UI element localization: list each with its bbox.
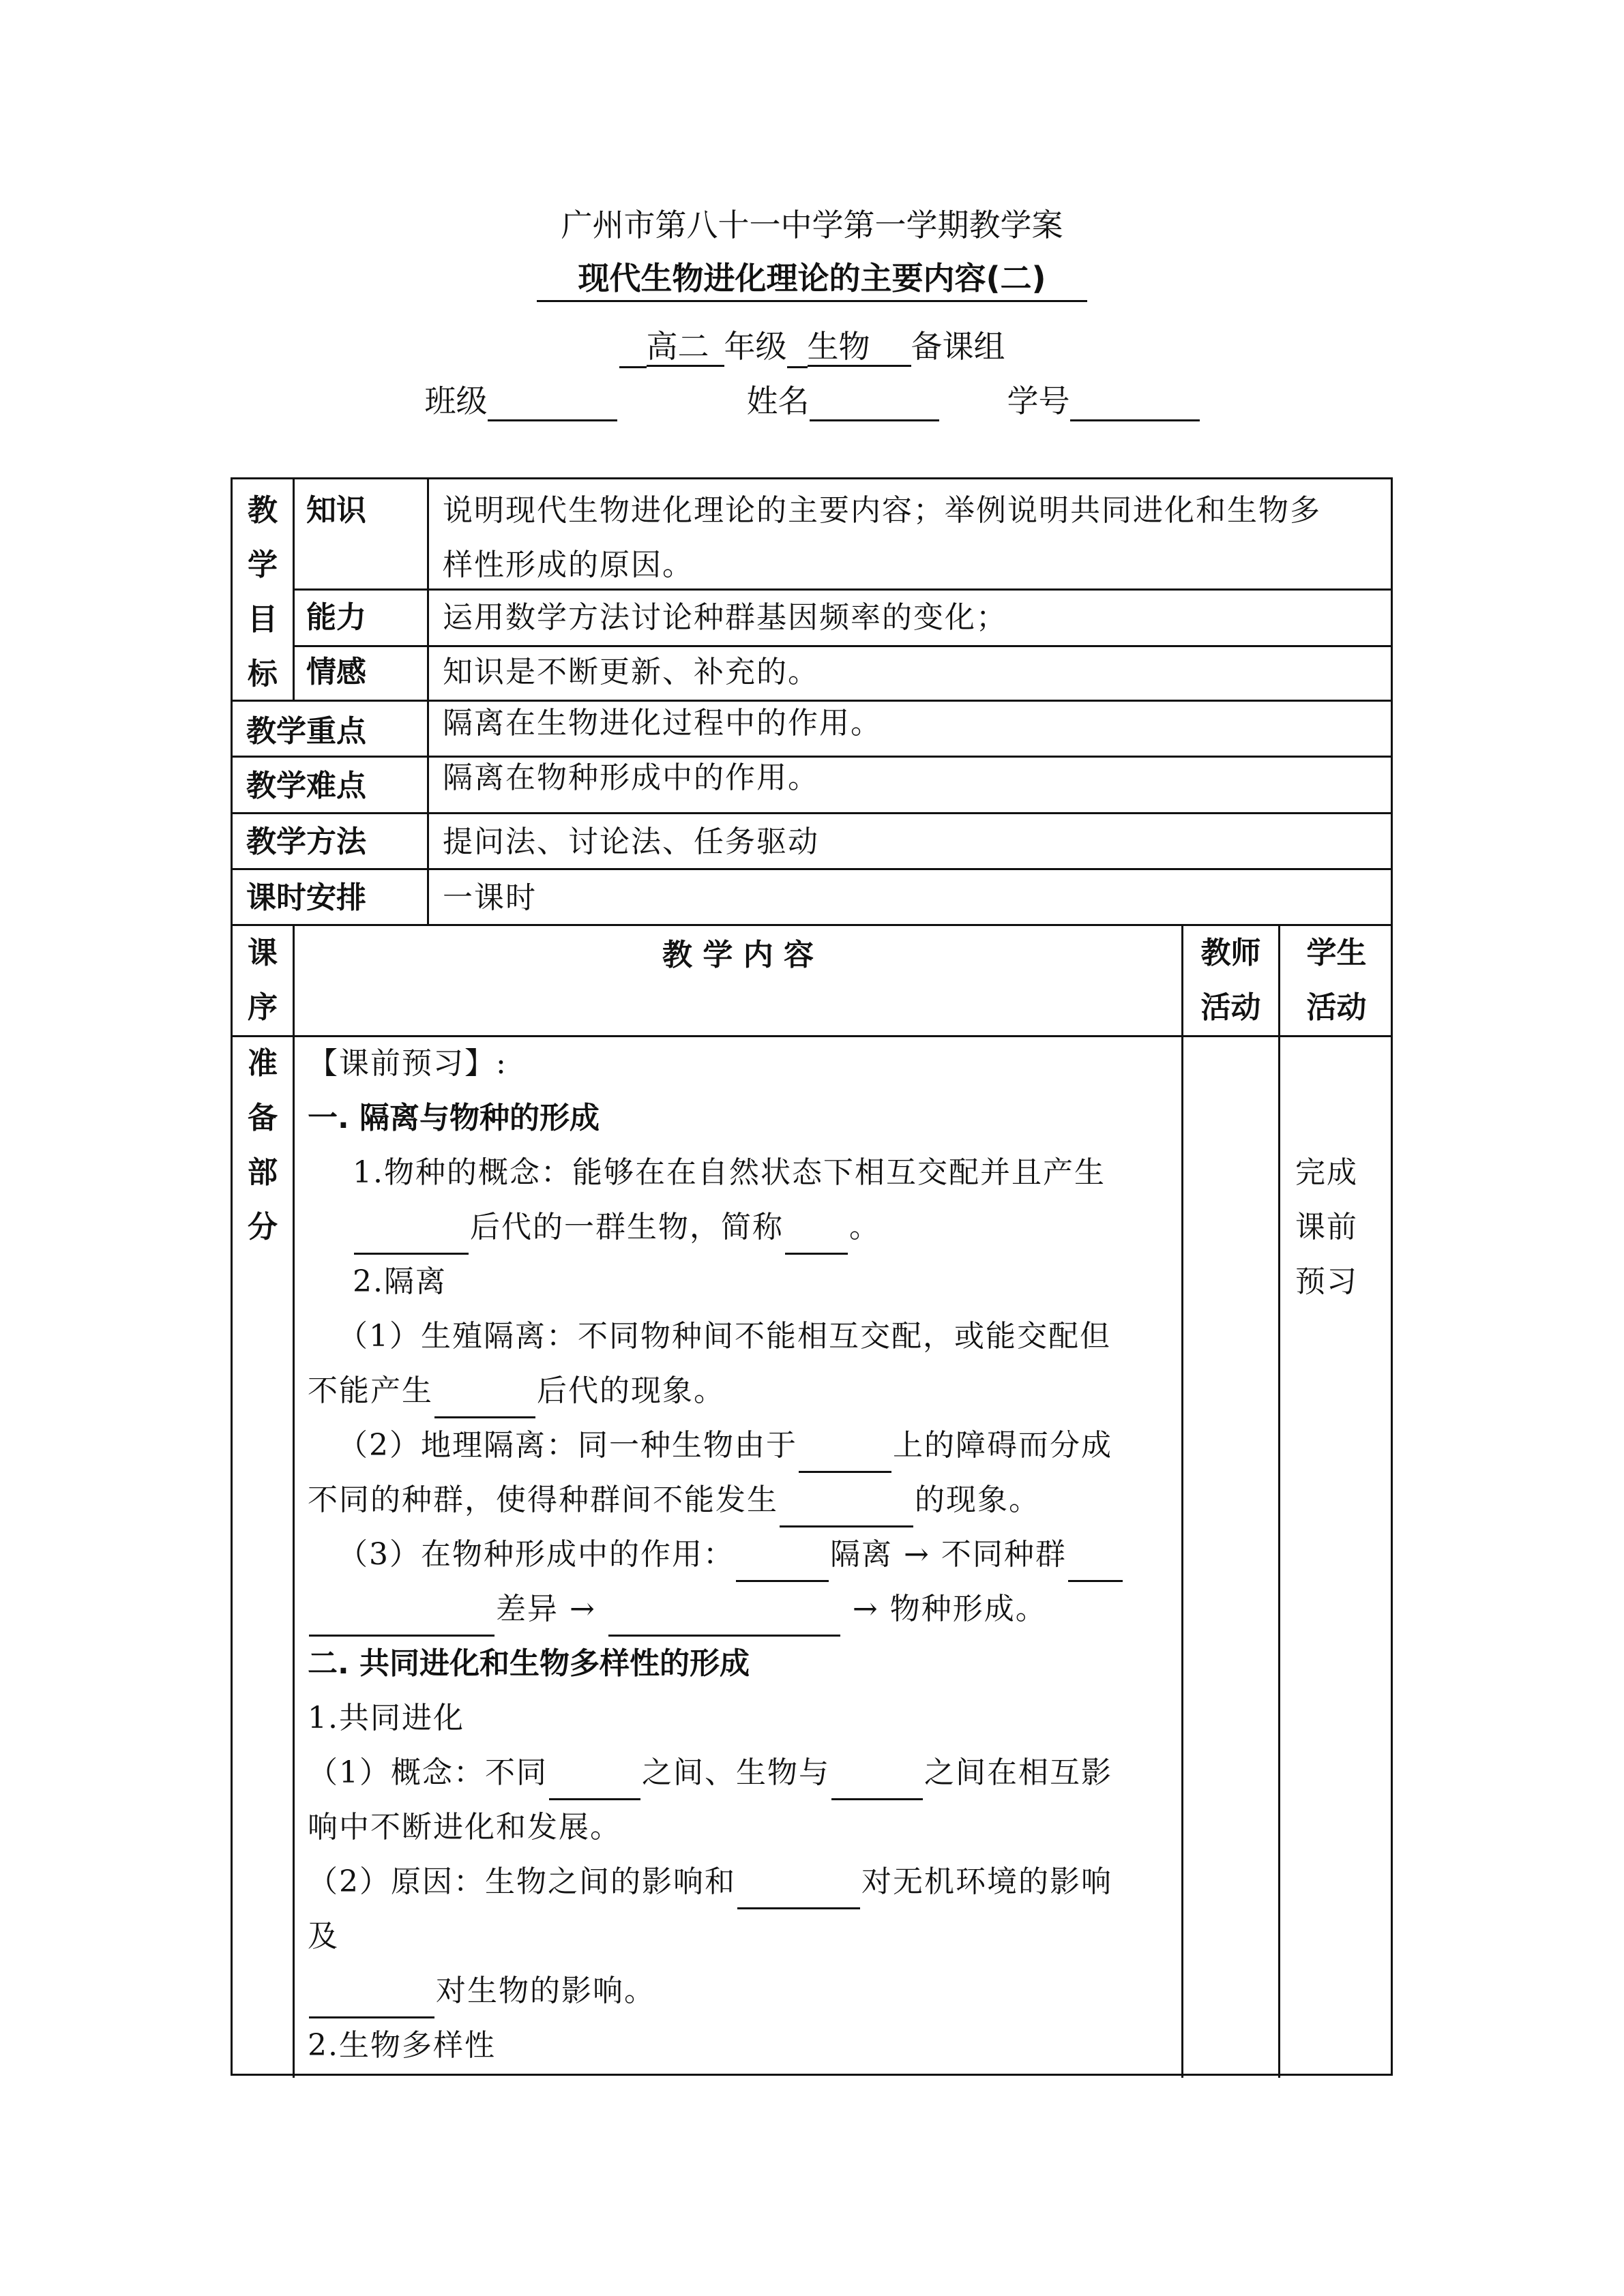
- blank-8[interactable]: [608, 1607, 840, 1637]
- number-field[interactable]: [1070, 389, 1200, 421]
- blank-10[interactable]: [831, 1771, 923, 1800]
- emotion-text: 知识是不断更新、补充的。: [443, 655, 819, 689]
- ability-text: 运用数学方法讨论种群基因频率的变化；: [443, 600, 1007, 635]
- blank-7b[interactable]: [309, 1607, 494, 1637]
- blank-1[interactable]: [354, 1225, 469, 1255]
- difficulty-label: 教学难点: [246, 769, 366, 803]
- blank-5[interactable]: [780, 1498, 913, 1527]
- student-info-line: 班级 姓名 学号: [0, 381, 1624, 421]
- prep-content: 【课前预习】: 一. 隔离与物种的形成 1.物种的概念：能够在在自然状态下相互交配并且产生 后代的一群生物，简称 。 2.隔离 （1）生殖隔离：不同物种间不能相互交配，或能交配但 不能产生 后代的现象。 （2）地理隔离：同一种生物由于 上的障碍而分成 不同的种群，使得种群间不能发生 的现象。 （3）在物种形成中的作用： 隔离 → 不同种群 差异 → → 物种形成。 二. 共同进化和生物多样性的形成 1.共同进化 （1）概念：不同 之间、生物与 之间在相互影 响中不断进化和发展。 （2）原因：生物之间的影响和 对无机环境的影响 及 对生物的影响。 2.生物多样性: [308, 1037, 1174, 2073]
- content-header: 教 学 内 容: [662, 938, 814, 972]
- difficulty-text: 隔离在物种形成中的作用。: [443, 760, 819, 795]
- section-1-title: 一. 隔离与物种的形成: [308, 1101, 600, 1135]
- preview-heading: 【课前预习】:: [308, 1046, 507, 1081]
- blank-11[interactable]: [737, 1880, 860, 1909]
- class-field[interactable]: [488, 389, 617, 421]
- key-point-label: 教学重点: [246, 714, 366, 749]
- knowledge-label: 知识: [306, 493, 366, 528]
- knowledge-text: 说明现代生物进化理论的主要内容；举例说明共同进化和生物多 样性形成的原因。: [443, 493, 1321, 582]
- schedule-label: 课时安排: [246, 880, 366, 915]
- blank-4[interactable]: [799, 1444, 891, 1473]
- objectives-label: 教 学 目 标: [248, 493, 278, 691]
- emotion-label: 情感: [306, 655, 366, 689]
- blank-2[interactable]: [785, 1225, 848, 1255]
- grade-subject-line: 高二 年级 生物 备课组: [0, 326, 1624, 368]
- ability-label: 能力: [306, 600, 366, 635]
- method-text: 提问法、讨论法、任务驱动: [443, 824, 819, 859]
- blank-3[interactable]: [434, 1389, 535, 1418]
- name-field[interactable]: [810, 389, 939, 421]
- section-2-title: 二. 共同进化和生物多样性的形成: [308, 1646, 750, 1681]
- prep-section-label: 准 备 部 分: [248, 1046, 278, 1244]
- grade-value: 高二: [647, 328, 724, 367]
- order-header: 课 序: [248, 936, 278, 1025]
- blank-9[interactable]: [549, 1771, 640, 1800]
- key-point-text: 隔离在生物进化过程中的作用。: [443, 706, 882, 741]
- blank-6[interactable]: [736, 1553, 829, 1582]
- blank-12[interactable]: [309, 1989, 434, 2018]
- lesson-plan-table: [231, 477, 1393, 2076]
- teacher-activity-header: 教师 活动: [1200, 936, 1261, 1025]
- student-activity-header: 学生 活动: [1306, 936, 1367, 1025]
- school-title: 广州市第八十一中学第一学期教学案: [561, 207, 1063, 243]
- prep-student-activity: 完成 课前 预习: [1295, 1155, 1358, 1299]
- blank-7[interactable]: [1068, 1553, 1123, 1582]
- schedule-text: 一课时: [443, 880, 537, 915]
- lesson-title: 现代生物进化理论的主要内容(二): [0, 258, 1624, 302]
- method-label: 教学方法: [246, 824, 366, 859]
- subject-value: 生物: [808, 328, 911, 367]
